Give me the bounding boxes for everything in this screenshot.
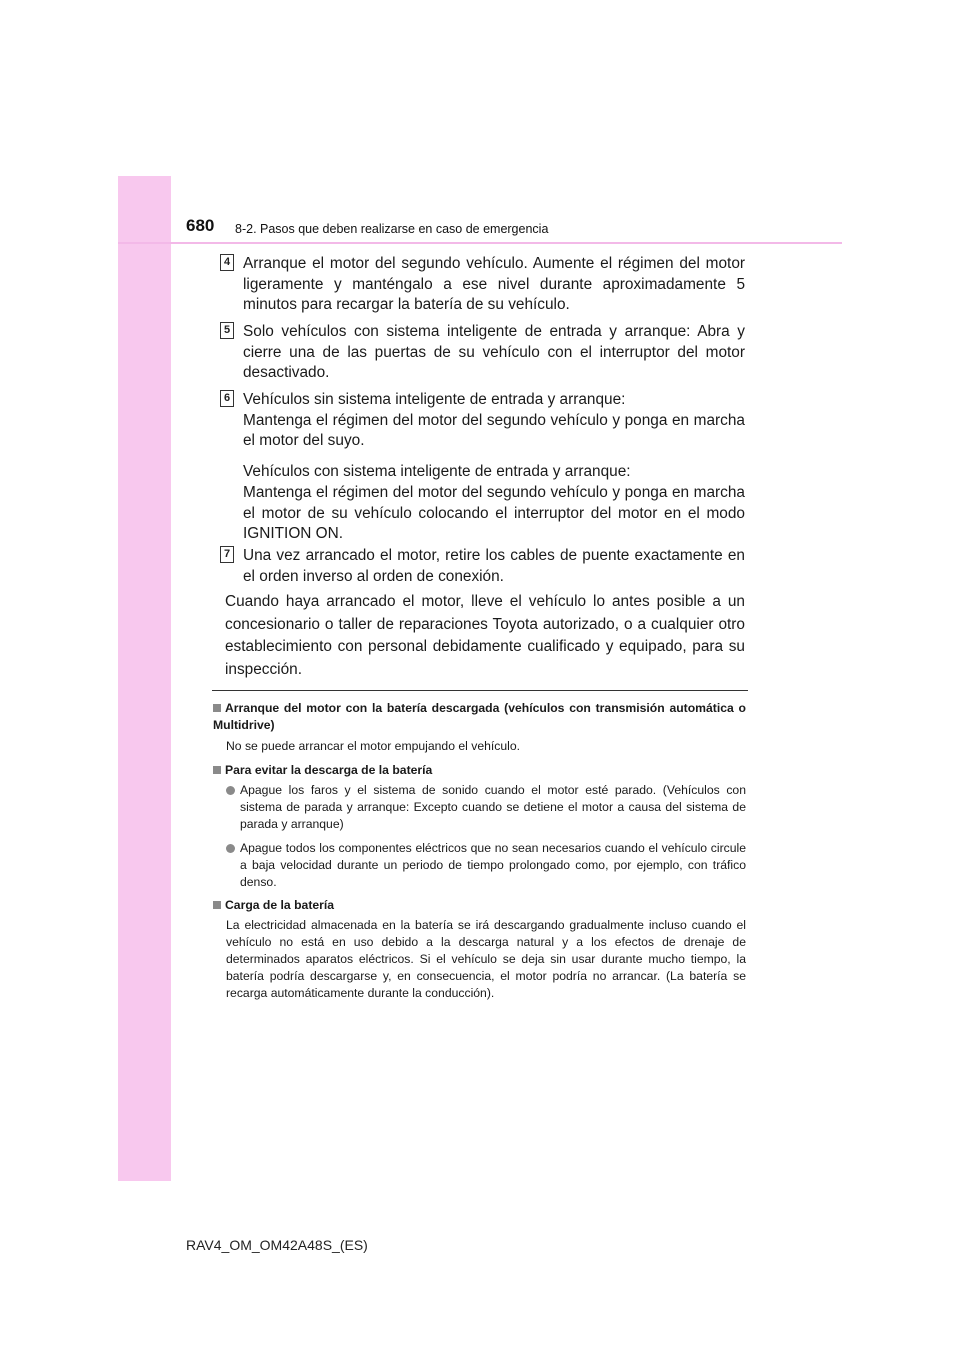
note-heading	[213, 762, 746, 779]
bullet-text: Apague todos los componentes eléctricos que no sean necesarios cuando el vehículo circule a baja velocidad durante un periodo de tiempo prolongado como, por ejemplo, con tráfico denso.	[240, 841, 746, 889]
step-number-badge: 4	[220, 254, 234, 271]
circle-bullet-icon	[226, 844, 235, 853]
step-heading: Vehículos sin sistema inteligente de entrada y arranque:	[243, 391, 626, 408]
square-bullet-icon	[213, 766, 221, 774]
step-text: Arranque el motor del segundo vehículo. Aumente el régimen del motor ligeramente y manténgalo a ese nivel durante aproximadamente 5 minutos para recargar la batería de su vehículo.	[243, 255, 745, 314]
bullet-text: Apague los faros y el sistema de sonido cuando el motor esté parado. (Vehículos con sistema de parada y arranque: Excepto cuando se detiene el motor a causa del sistema de parada y arranque)	[240, 783, 746, 831]
step-number-badge: 7	[220, 546, 234, 563]
circle-bullet-icon	[226, 786, 235, 795]
square-bullet-icon	[213, 901, 221, 909]
document-footer: RAV4_OM_OM42A48S_(ES)	[186, 1237, 368, 1253]
note-bullet	[226, 782, 746, 833]
section-divider	[212, 690, 748, 691]
closing-paragraph: Cuando haya arrancado el motor, lleve el vehículo lo antes posible a un concesionario o taller de reparaciones Toyota autorizado, o a cualquier otro establecimiento con personal debidamente cualificado y equipado, para su inspección.	[225, 593, 745, 678]
step-number-badge: 6	[220, 390, 234, 407]
square-bullet-icon	[213, 704, 221, 712]
step-text: Mantenga el régimen del motor del segundo vehículo y ponga en marcha el motor del suyo.	[243, 411, 745, 450]
step-text: Una vez arrancado el motor, retire los cables de puente exactamente en el orden inverso al orden de conexión.	[243, 547, 745, 585]
step-heading: Vehículos con sistema inteligente de entrada y arranque:	[243, 463, 631, 481]
note-title: Arranque del motor con la batería descargada (vehículos con transmisión automática o Multidrive)	[213, 701, 746, 732]
step-6	[243, 390, 745, 545]
step-text: Mantenga el régimen del motor del segundo vehículo y ponga en marcha el motor de su vehículo colocando el interruptor del motor en el modo IGNITION ON.	[243, 483, 745, 543]
page-number: 680	[186, 216, 215, 235]
step-5	[243, 322, 745, 384]
step-7	[243, 546, 745, 587]
note-heading	[213, 897, 746, 914]
note-title: Carga de la batería	[225, 898, 335, 912]
note-heading	[213, 700, 746, 734]
pink-sidebar	[118, 176, 171, 1181]
step-4	[243, 254, 745, 316]
section-title: 8-2. Pasos que deben realizarse en caso de emergencia	[235, 222, 549, 236]
header-rule	[118, 242, 842, 244]
note-title: Para evitar la descarga de la batería	[225, 763, 433, 777]
note-text: No se puede arrancar el motor empujando el vehículo.	[226, 739, 521, 753]
note-bullet	[226, 840, 746, 891]
note-text: La electricidad almacenada en la batería se irá descargando gradualmente incluso cuando el vehículo no está en uso debido a la descarga natural y a los efectos de drenaje de determinados aparatos eléctricos. Si el vehículo se deja sin usar durante mucho tiempo, la batería podría descargarse y, en consecuencia, el motor podría no arrancar. (La batería se recarga automáticamente durante la conducción).	[226, 918, 746, 1000]
step-number-badge: 5	[220, 322, 234, 339]
step-text: Solo vehículos con sistema inteligente de entrada y arranque: Abra y cierre una de las puertas de su vehículo con el interruptor del motor desactivado.	[243, 323, 745, 382]
